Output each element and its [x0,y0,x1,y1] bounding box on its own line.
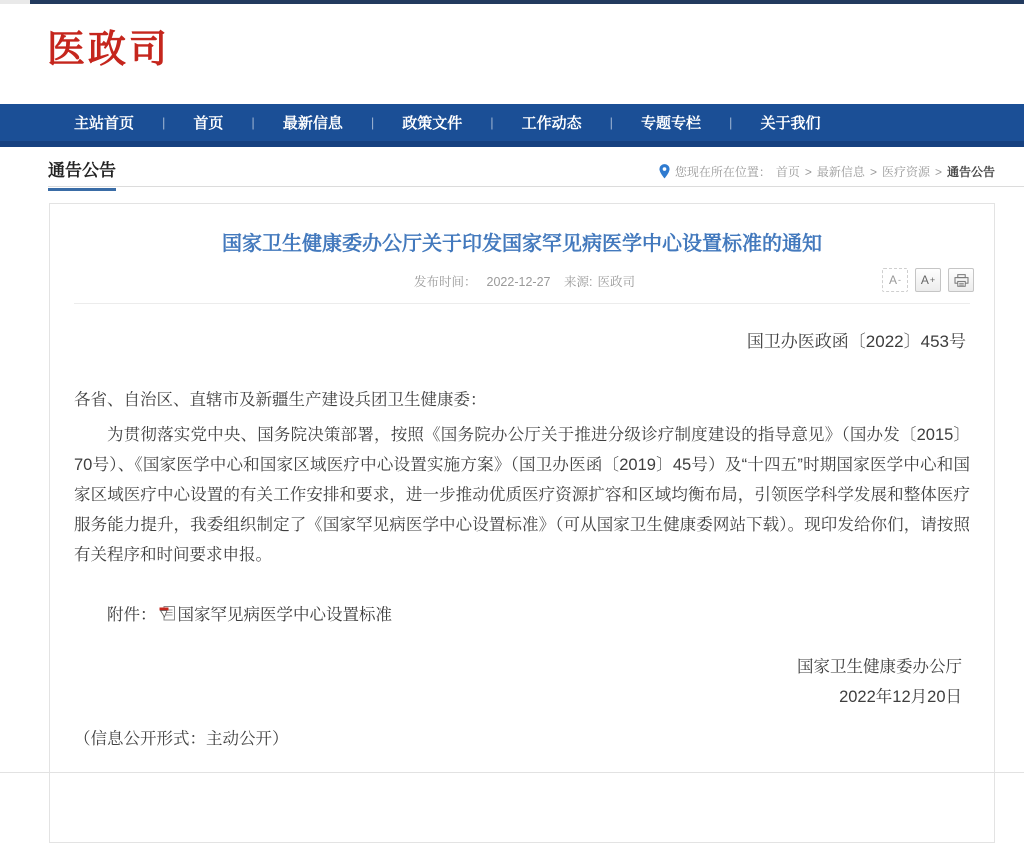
font-increase-label: A [920,273,929,287]
article-toolbar [882,268,974,292]
signature-block [74,652,970,712]
breadcrumb-prefix: 您现在所在位置： [674,165,771,179]
publish-time-label: 发布时间： [414,275,477,289]
nav-item-latest-news[interactable]: 最新信息 [282,115,343,132]
breadcrumb-item-medical-resources[interactable]: 医疗资源 [881,165,930,179]
site-logo[interactable]: 医政司 [47,29,171,71]
nav-item-special-topics[interactable]: 专题专栏 [641,115,702,132]
document-number: 国卫办医政函〔2022〕453号 [746,332,966,351]
disclosure-note: （信息公开形式：主动公开） [74,730,289,748]
body-paragraph: 为贯彻落实党中央、国务院决策部署，按照《国务院办公厅关于推进分级诊疗制度建设的指导意见》（国办发〔2015〕70号）、《国家医学中心和国家区域医疗中心设置实施方案》（国卫办医函〔2019〕45号）及“十四五”时期国家医学中心和国家区域医疗中心设置的有关工作安排和要求，进一步推动优质医疗资源扩容和区域均衡布局，引领医学科学发展和整体医疗服务能力提升，我委组织制定了《国家罕见病医学中心设置标准》（可从国家卫生健康委网站下载）。现印发给你们，请按照有关程序和时间要求申报。 [74,426,970,564]
breadcrumb-item-latest-news[interactable]: 最新信息 [816,165,865,179]
signature-date: 2022年12月20日 [839,688,962,706]
nav-separator: | [609,115,614,130]
breadcrumb-item-home[interactable]: 首页 [775,165,800,179]
attachment-file-icon [159,605,176,621]
attachment-label: 附件： [107,606,157,624]
nav-item-main-home[interactable]: 主站首页 [74,115,135,132]
page-bottom-divider [0,772,1024,773]
breadcrumb-separator: > [804,164,812,179]
main-nav [0,104,1024,147]
source-label: 来源: [563,275,593,289]
font-decrease-sign: - [898,274,901,285]
article-meta [74,272,970,290]
salutation: 各省、自治区、直辖市及新疆生产建设兵团卫生健康委： [74,391,487,409]
section-title-notices[interactable]: 通告公告 [48,156,116,191]
top-border-strip-left [0,0,30,4]
meta-divider [74,303,970,304]
section-header-bar [48,156,1024,187]
nav-separator: | [162,115,166,130]
font-decrease-button[interactable] [882,268,908,292]
nav-item-policy-documents[interactable]: 政策文件 [402,115,463,132]
breadcrumb-separator: > [934,164,942,179]
attachment-row [74,601,970,625]
location-pin-icon [659,164,670,179]
source-value: 医政司 [597,275,635,289]
attachment-link[interactable]: 国家罕见病医学中心设置标准 [177,606,392,624]
breadcrumb-item-current: 通告公告 [946,165,995,179]
nav-item-about-us[interactable]: 关于我们 [760,115,821,132]
publish-date: 2022-12-27 [486,275,551,289]
article-title: 国家卫生健康委办公厅关于印发国家罕见病医学中心设置标准的通知 [222,233,822,255]
breadcrumb [659,163,995,180]
nav-separator: | [490,115,494,130]
breadcrumb-separator: > [869,164,877,179]
nav-separator: | [251,115,255,130]
signature-org: 国家卫生健康委办公厅 [797,658,962,676]
font-decrease-label: A [888,273,897,287]
nav-separator: | [729,115,733,130]
print-button[interactable] [948,268,974,292]
nav-item-work-updates[interactable]: 工作动态 [521,115,582,132]
article-card [49,203,995,843]
nav-item-home[interactable]: 首页 [193,115,224,132]
printer-icon [954,274,969,287]
top-border-strip [0,0,1024,4]
font-increase-button[interactable] [915,268,941,292]
font-increase-sign: + [929,274,936,285]
nav-separator: | [370,115,375,130]
